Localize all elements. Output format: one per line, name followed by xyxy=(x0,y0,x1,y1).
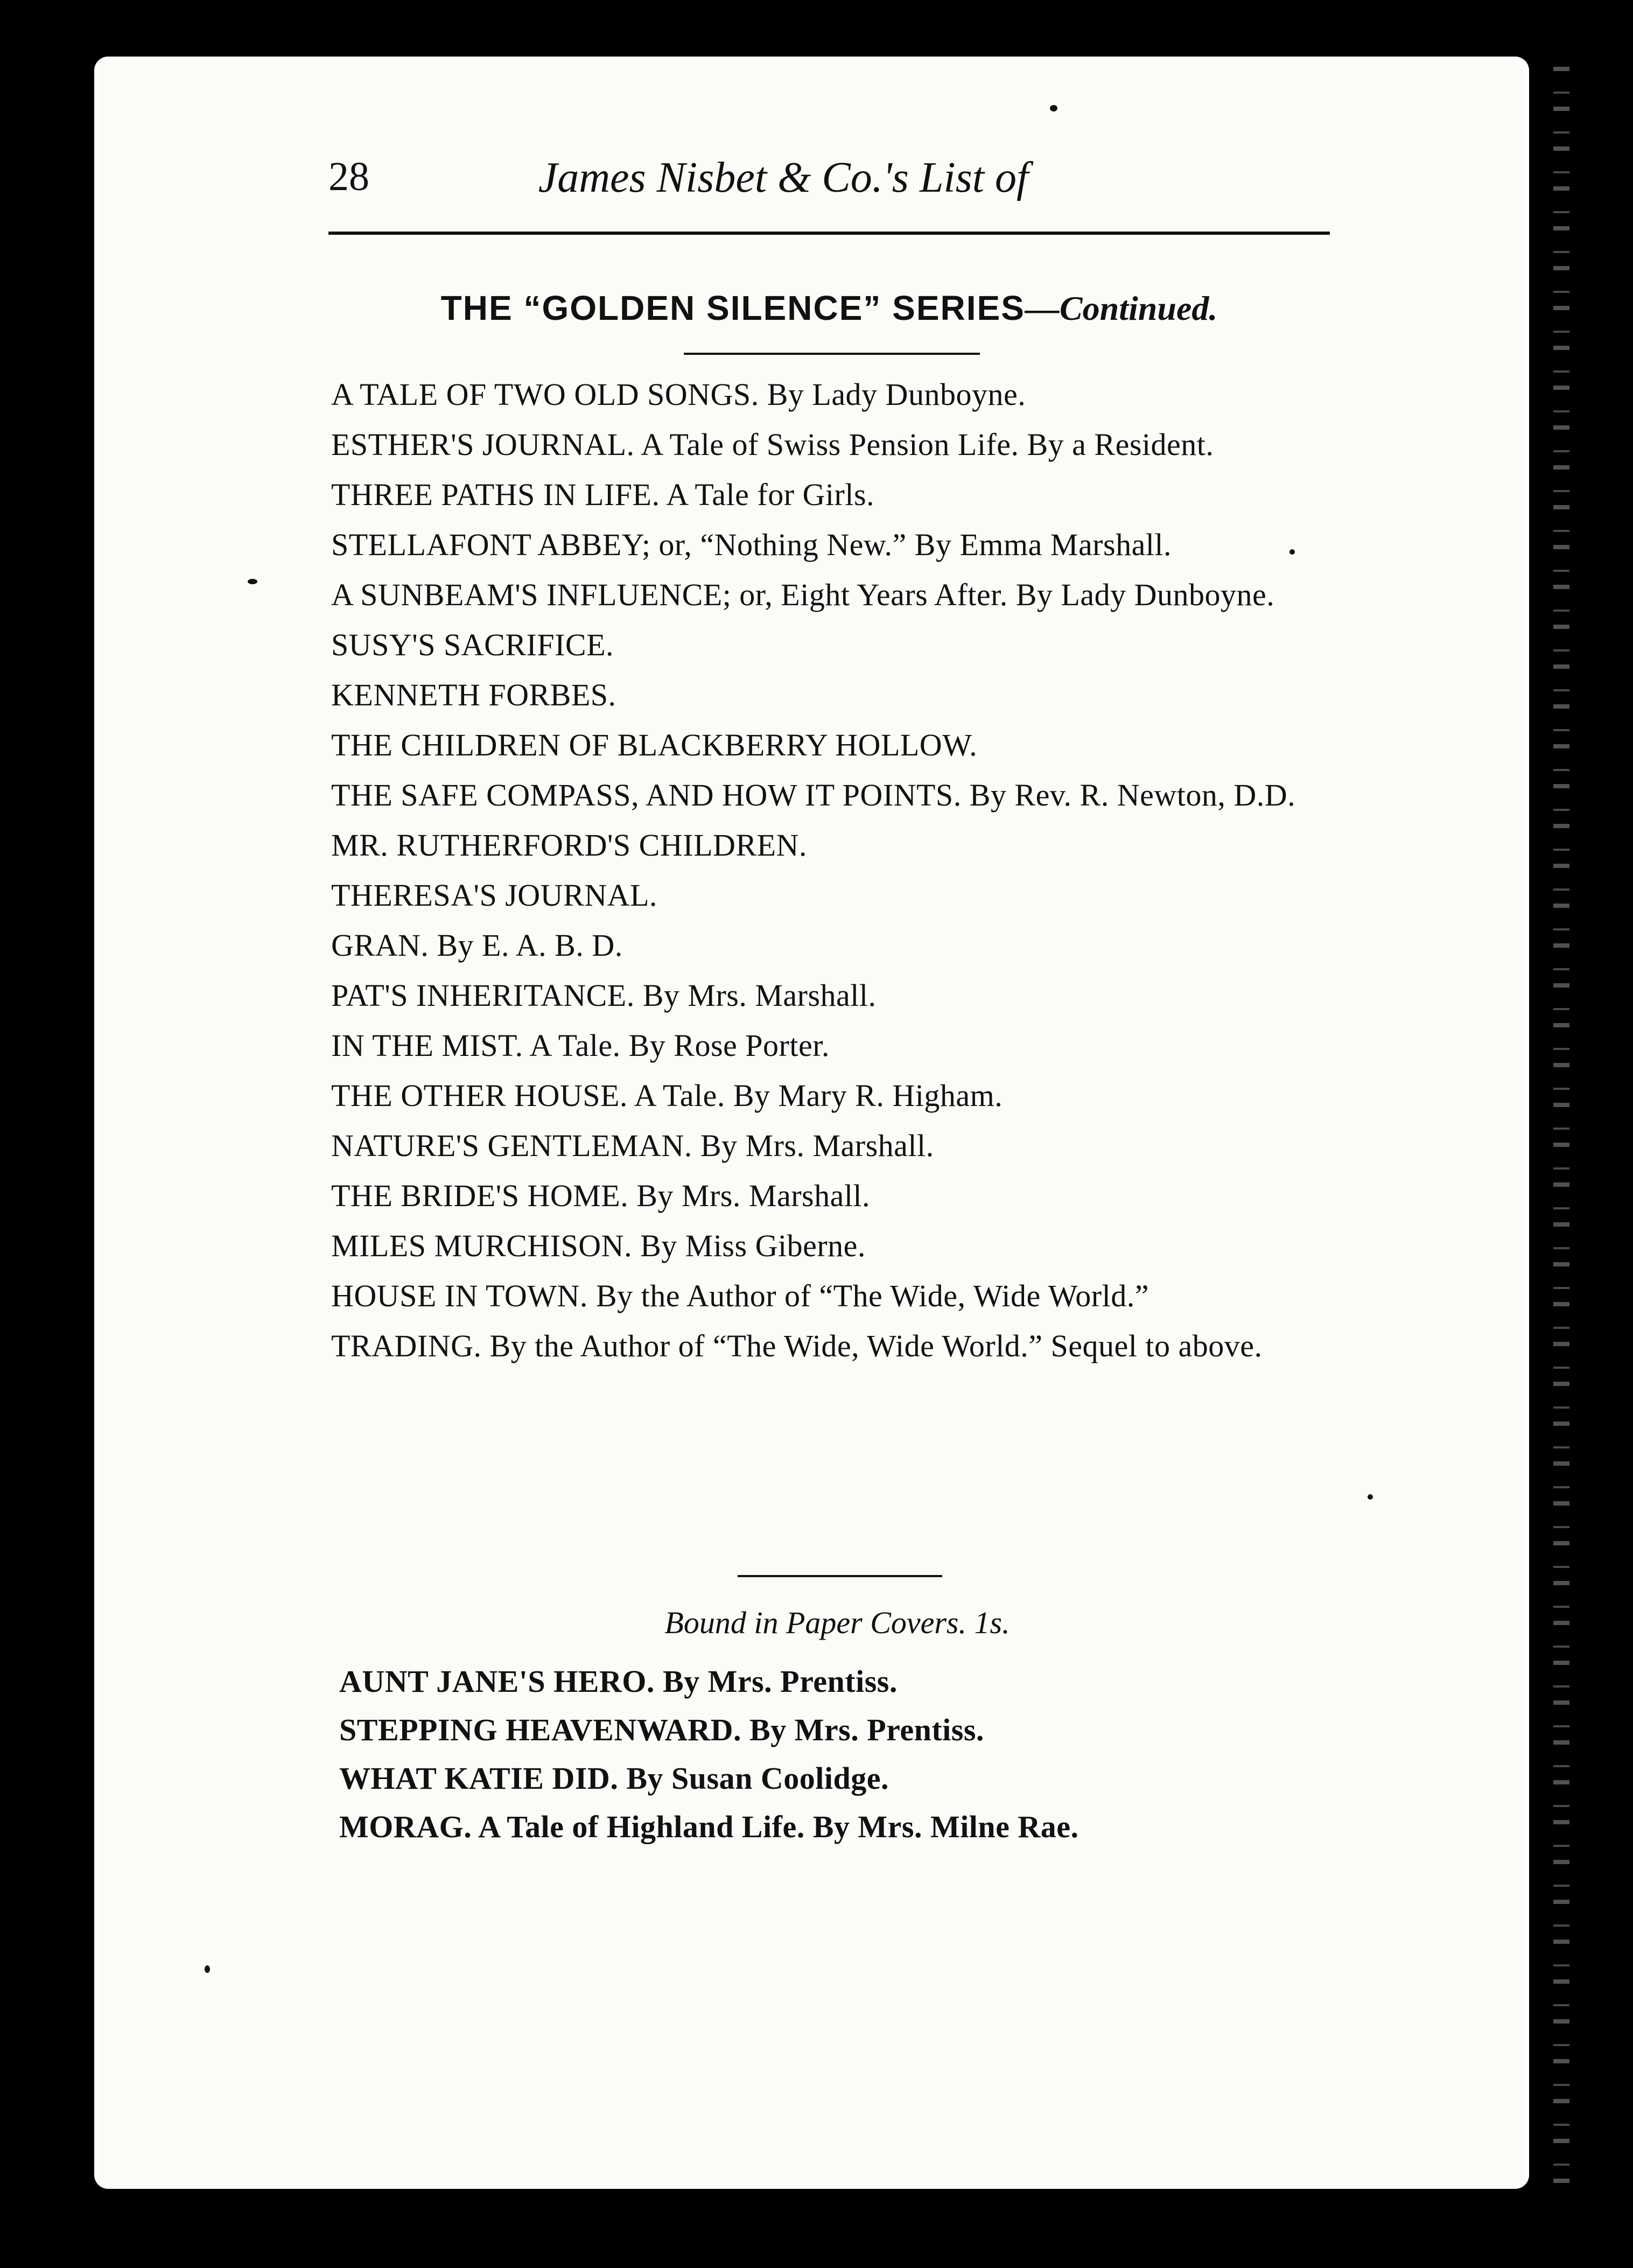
book-byline: By Rev. R. Newton, D.D. xyxy=(969,778,1296,813)
running-head: James Nisbet & Co.'s List of xyxy=(538,154,1029,201)
book-entry xyxy=(331,978,1343,1013)
book-entry xyxy=(331,427,1343,463)
book-title: THE OTHER HOUSE. xyxy=(331,1078,628,1113)
book-title: PAT'S INHERITANCE. xyxy=(331,978,635,1013)
book-entry xyxy=(331,828,1343,863)
book-title: KENNETH FORBES. xyxy=(331,677,616,712)
book-entry xyxy=(339,1664,1351,1699)
book-entry xyxy=(331,677,1343,713)
header-rule xyxy=(328,232,1330,235)
book-title: MR. RUTHERFORD'S CHILDREN. xyxy=(331,828,807,863)
book-entry xyxy=(331,477,1343,513)
book-title: THE CHILDREN OF BLACKBERRY HOLLOW. xyxy=(331,727,978,762)
book-byline: By Emma Marshall. xyxy=(914,527,1172,562)
book-title: HOUSE IN TOWN. xyxy=(331,1278,588,1313)
book-title: A SUNBEAM'S INFLUENCE; or, Eight Years After. xyxy=(331,577,1008,612)
book-byline: By Miss Giberne. xyxy=(640,1228,866,1263)
book-title: STEPPING HEAVENWARD. xyxy=(339,1712,741,1747)
paper-covers-heading: Bound in Paper Covers. 1s. xyxy=(664,1605,1010,1640)
book-entry xyxy=(331,928,1343,963)
book-entry xyxy=(331,778,1343,813)
book-entry xyxy=(331,1178,1343,1214)
book-list xyxy=(331,377,1343,1378)
title-rule xyxy=(684,353,980,355)
book-byline: A Tale of Highland Life. By Mrs. Milne Rae. xyxy=(478,1809,1079,1844)
book-byline: By Susan Coolidge. xyxy=(626,1761,889,1796)
series-title-text: THE “GOLDEN SILENCE” SERIES xyxy=(440,289,1025,327)
book-byline: A Tale for Girls. xyxy=(666,477,875,512)
book-byline: By Mrs. Prentiss. xyxy=(749,1712,984,1747)
book-entry xyxy=(331,627,1343,663)
book-title: AUNT JANE'S HERO. xyxy=(339,1664,655,1699)
book-title: IN THE MIST. xyxy=(331,1028,523,1063)
section-rule xyxy=(738,1575,942,1577)
book-entry xyxy=(331,1078,1343,1114)
book-title: THE SAFE COMPASS, AND HOW IT POINTS. xyxy=(331,778,962,813)
book-entry xyxy=(339,1809,1351,1845)
ink-speck xyxy=(205,1965,210,1973)
page-header xyxy=(237,153,1330,207)
paper-covers-list xyxy=(339,1664,1351,1858)
series-title xyxy=(328,288,1330,328)
book-title: STELLAFONT ABBEY; or, “Nothing New.” xyxy=(331,527,907,562)
book-entry xyxy=(331,1228,1343,1264)
book-title: ESTHER'S JOURNAL. xyxy=(331,427,635,462)
book-byline: By Mrs. Marshall. xyxy=(700,1128,934,1163)
page-number: 28 xyxy=(328,154,369,199)
ink-speck xyxy=(1368,1494,1373,1500)
book-byline: A Tale of Swiss Pension Life. By a Resident. xyxy=(641,427,1214,462)
book-byline: By Lady Dunboyne. xyxy=(1015,577,1275,612)
adjacent-page-edge xyxy=(1553,54,1569,2197)
book-entry xyxy=(331,1328,1343,1364)
book-byline: By the Author of “The Wide, Wide World.” xyxy=(595,1278,1149,1313)
book-title: NATURE'S GENTLEMAN. xyxy=(331,1128,692,1163)
book-entry xyxy=(331,377,1343,412)
book-title: SUSY'S SACRIFICE. xyxy=(331,627,614,662)
book-title: MORAG. xyxy=(339,1809,472,1844)
ink-speck xyxy=(1289,549,1295,555)
book-entry xyxy=(331,577,1343,613)
book-title: MILES MURCHISON. xyxy=(331,1228,633,1263)
book-byline: By Mrs. Marshall. xyxy=(642,978,877,1013)
book-title: THERESA'S JOURNAL. xyxy=(331,878,657,913)
book-entry xyxy=(331,878,1343,913)
ink-speck xyxy=(1050,105,1057,111)
book-title: TRADING. xyxy=(331,1328,482,1363)
ink-speck xyxy=(248,579,257,584)
book-entry xyxy=(339,1712,1351,1748)
series-continued: —Continued. xyxy=(1025,289,1218,327)
book-byline: A Tale. By Mary R. Higham. xyxy=(634,1078,1003,1113)
book-title: THREE PATHS IN LIFE. xyxy=(331,477,660,512)
book-entry xyxy=(331,1028,1343,1063)
book-byline: By the Author of “The Wide, Wide World.” Sequel to above. xyxy=(489,1328,1263,1363)
book-byline: By E. A. B. D. xyxy=(437,928,623,963)
book-byline: By Mrs. Prentiss. xyxy=(662,1664,898,1699)
book-entry xyxy=(331,727,1343,763)
book-entry xyxy=(331,1128,1343,1164)
book-entry xyxy=(331,527,1343,563)
book-title: WHAT KATIE DID. xyxy=(339,1761,619,1796)
book-byline: A Tale. By Rose Porter. xyxy=(529,1028,830,1063)
book-entry xyxy=(331,1278,1343,1314)
book-entry xyxy=(339,1761,1351,1796)
book-title: A TALE OF TWO OLD SONGS. xyxy=(331,377,759,412)
book-byline: By Lady Dunboyne. xyxy=(767,377,1026,412)
book-title: GRAN. xyxy=(331,928,429,963)
book-byline: By Mrs. Marshall. xyxy=(636,1178,871,1213)
book-title: THE BRIDE'S HOME. xyxy=(331,1178,629,1213)
